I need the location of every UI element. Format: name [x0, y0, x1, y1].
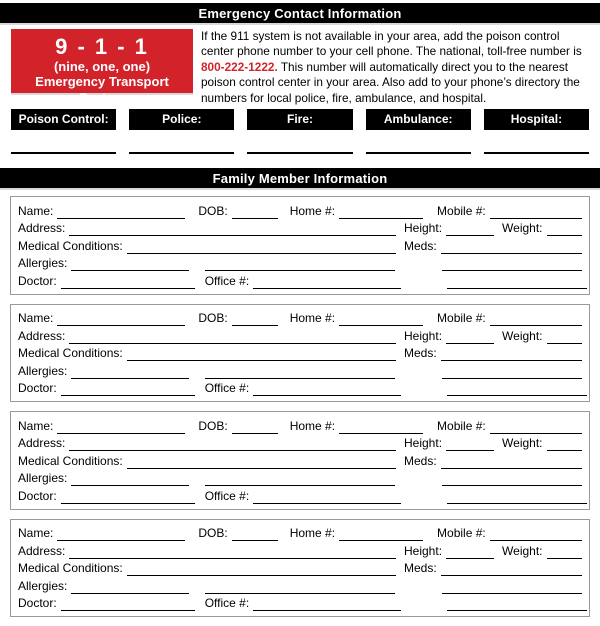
meds-continuation-zone	[409, 598, 587, 611]
mobile-phone-label: Mobile #:	[437, 418, 486, 433]
medical-conditions-fill-line	[127, 241, 396, 254]
home-phone-label: Home #:	[289, 311, 336, 326]
home-phone-fill-line	[339, 206, 423, 219]
office-phone-fill-line	[253, 598, 401, 611]
height-weight-zone	[404, 329, 582, 344]
mobile-phone-label: Mobile #:	[437, 311, 486, 326]
name-label: Name:	[18, 311, 54, 326]
meds-continuation-zone	[409, 276, 587, 289]
meds-continuation-zone	[409, 383, 587, 396]
meds-continuation-fill-line	[442, 366, 582, 379]
member-row-name	[18, 416, 582, 434]
mobile-phone-label: Mobile #:	[437, 526, 486, 541]
poison-control-phone-number: 800-222-1222.	[201, 59, 278, 74]
family-member-header: Family Member Information	[0, 168, 600, 190]
home-phone-label: Home #:	[289, 418, 336, 433]
member-row-medical	[18, 344, 582, 362]
weight-label: Weight:	[502, 543, 543, 558]
contact-label-poison-control: Poison Control:	[11, 109, 116, 130]
mobile-phone-fill-line	[490, 528, 582, 541]
height-weight-zone	[404, 544, 582, 559]
name-label: Name:	[18, 418, 54, 433]
allergies-extra-fill-line	[205, 366, 395, 379]
meds-label: Meds:	[404, 238, 437, 253]
home-phone-label: Home #:	[289, 526, 336, 541]
family-member-card	[10, 196, 590, 295]
family-member-card	[10, 304, 590, 403]
emergency-info-section	[11, 29, 589, 106]
height-fill-line	[446, 331, 494, 344]
meds-continuation-fill-line	[442, 581, 582, 594]
meds-label: Meds:	[404, 346, 437, 361]
medical-conditions-label: Medical Conditions:	[18, 561, 123, 576]
member-row-allergies	[18, 576, 582, 594]
member-row-name	[18, 201, 582, 219]
contact-label-hospital: Hospital:	[484, 109, 589, 130]
dob-label: DOB:	[198, 203, 228, 218]
weight-fill-line	[547, 438, 583, 451]
emergency-number: 9 - 1 - 1	[55, 34, 149, 59]
doctor-label: Doctor:	[18, 381, 57, 396]
height-fill-line	[446, 223, 494, 236]
office-phone-label: Office #:	[204, 273, 250, 288]
instructions-text-after: This number will automatically direct you to the nearest poison control center in your area. Also add to your phone’s directory the numbers for local police, fire, ambulance, and hospital.	[201, 59, 580, 105]
contact-col-fire	[247, 109, 352, 154]
meds-continuation-zone	[404, 366, 582, 379]
member-row-medical	[18, 451, 582, 469]
allergies-fill-line	[71, 473, 189, 486]
doctor-fill-line	[61, 276, 195, 289]
member-row-doctor	[18, 271, 582, 289]
medical-conditions-label: Medical Conditions:	[18, 453, 123, 468]
name-label: Name:	[18, 526, 54, 541]
weight-fill-line	[547, 223, 583, 236]
meds-continuation-zone	[404, 473, 582, 486]
meds-continuation-fill-line	[442, 473, 582, 486]
office-phone-fill-line	[253, 276, 401, 289]
home-phone-fill-line	[339, 421, 423, 434]
member-row-medical	[18, 559, 582, 577]
height-label: Height:	[404, 328, 443, 343]
poison-control-instructions	[201, 29, 589, 106]
office-phone-fill-line	[253, 491, 401, 504]
local-contacts-row	[11, 109, 589, 154]
contact-fill-line-police	[129, 152, 234, 154]
member-row-address	[18, 326, 582, 344]
name-fill-line	[57, 421, 185, 434]
meds-label: Meds:	[404, 561, 437, 576]
family-member-card	[10, 411, 590, 510]
address-fill-line	[69, 331, 396, 344]
contact-col-hospital	[484, 109, 589, 154]
height-weight-zone	[404, 436, 582, 451]
meds-zone	[404, 346, 582, 361]
height-label: Height:	[404, 543, 443, 558]
meds-continuation-zone	[404, 258, 582, 271]
name-label: Name:	[18, 203, 54, 218]
member-row-doctor	[18, 379, 582, 397]
weight-fill-line	[547, 546, 583, 559]
member-row-name	[18, 309, 582, 327]
office-phone-label: Office #:	[204, 488, 250, 503]
meds-fill-line	[441, 348, 582, 361]
address-label: Address:	[18, 436, 66, 451]
address-label: Address:	[18, 543, 66, 558]
allergies-extra-fill-line	[205, 258, 395, 271]
instructions-text-before: If the 911 system is not available in your area, add the poison control center phone number to your cell phone. The national, toll-free number is	[201, 29, 582, 59]
dob-label: DOB:	[198, 418, 228, 433]
meds-continuation-fill-line-2	[447, 491, 587, 504]
doctor-fill-line	[61, 383, 195, 396]
mobile-phone-fill-line	[490, 421, 582, 434]
emergency-contact-header: Emergency Contact Information	[0, 3, 600, 25]
allergies-label: Allergies:	[18, 578, 68, 593]
meds-continuation-zone	[404, 581, 582, 594]
doctor-label: Doctor:	[18, 596, 57, 611]
height-fill-line	[446, 546, 494, 559]
meds-continuation-fill-line	[442, 258, 582, 271]
office-phone-label: Office #:	[204, 596, 250, 611]
height-weight-zone	[404, 221, 582, 236]
name-fill-line	[57, 206, 185, 219]
dob-fill-line	[232, 313, 278, 326]
office-phone-fill-line	[253, 383, 401, 396]
contact-col-police	[129, 109, 234, 154]
dob-fill-line	[232, 528, 278, 541]
doctor-fill-line	[61, 598, 195, 611]
dob-label: DOB:	[198, 526, 228, 541]
address-label: Address:	[18, 221, 66, 236]
home-phone-fill-line	[339, 528, 423, 541]
allergies-extra-fill-line	[205, 473, 395, 486]
contact-fill-line-ambulance	[366, 152, 471, 154]
member-row-address	[18, 434, 582, 452]
medical-conditions-fill-line	[127, 456, 396, 469]
weight-fill-line	[547, 331, 583, 344]
meds-continuation-zone	[409, 491, 587, 504]
weight-label: Weight:	[502, 436, 543, 451]
meds-continuation-fill-line-2	[447, 276, 587, 289]
contact-fill-line-hospital	[484, 152, 589, 154]
meds-continuation-fill-line-2	[447, 598, 587, 611]
family-member-card	[10, 519, 590, 618]
member-row-doctor	[18, 486, 582, 504]
doctor-label: Doctor:	[18, 273, 57, 288]
dob-fill-line	[232, 206, 278, 219]
weight-label: Weight:	[502, 221, 543, 236]
height-fill-line	[446, 438, 494, 451]
meds-fill-line	[441, 563, 582, 576]
contact-label-fire: Fire:	[247, 109, 352, 130]
member-row-medical	[18, 236, 582, 254]
medical-conditions-label: Medical Conditions:	[18, 238, 123, 253]
meds-zone	[404, 239, 582, 254]
dob-label: DOB:	[198, 311, 228, 326]
member-row-address	[18, 541, 582, 559]
address-fill-line	[69, 546, 396, 559]
contact-label-police: Police:	[129, 109, 234, 130]
medical-conditions-fill-line	[127, 563, 396, 576]
name-fill-line	[57, 313, 185, 326]
medical-conditions-fill-line	[127, 348, 396, 361]
member-row-allergies	[18, 254, 582, 272]
mobile-phone-fill-line	[490, 313, 582, 326]
meds-fill-line	[441, 456, 582, 469]
member-row-address	[18, 219, 582, 237]
doctor-label: Doctor:	[18, 488, 57, 503]
address-label: Address:	[18, 328, 66, 343]
member-row-allergies	[18, 469, 582, 487]
address-fill-line	[69, 223, 396, 236]
home-phone-fill-line	[339, 313, 423, 326]
emergency-system-label: Emergency Transport System	[35, 74, 169, 105]
height-label: Height:	[404, 436, 443, 451]
contact-fill-line-poison-control	[11, 152, 116, 154]
home-phone-label: Home #:	[289, 203, 336, 218]
meds-fill-line	[441, 241, 582, 254]
height-label: Height:	[404, 221, 443, 236]
allergies-fill-line	[71, 258, 189, 271]
address-fill-line	[69, 438, 396, 451]
emergency-number-words: (nine, one, one)	[53, 59, 151, 74]
allergies-fill-line	[71, 581, 189, 594]
contact-col-ambulance	[366, 109, 471, 154]
meds-label: Meds:	[404, 453, 437, 468]
mobile-phone-label: Mobile #:	[437, 203, 486, 218]
allergies-label: Allergies:	[18, 363, 68, 378]
office-phone-label: Office #:	[204, 381, 250, 396]
medical-conditions-label: Medical Conditions:	[18, 346, 123, 361]
family-member-list	[10, 196, 590, 617]
member-row-doctor	[18, 594, 582, 612]
member-row-allergies	[18, 361, 582, 379]
contact-col-poison-control	[11, 109, 116, 154]
contact-label-ambulance: Ambulance:	[366, 109, 471, 130]
dob-fill-line	[232, 421, 278, 434]
allergies-label: Allergies:	[18, 471, 68, 486]
allergies-extra-fill-line	[205, 581, 395, 594]
allergies-label: Allergies:	[18, 256, 68, 271]
meds-continuation-fill-line-2	[447, 383, 587, 396]
meds-zone	[404, 454, 582, 469]
doctor-fill-line	[61, 491, 195, 504]
emergency-911-box	[11, 29, 193, 105]
member-row-name	[18, 524, 582, 542]
contact-fill-line-fire	[247, 152, 352, 154]
allergies-fill-line	[71, 366, 189, 379]
meds-zone	[404, 561, 582, 576]
name-fill-line	[57, 528, 185, 541]
weight-label: Weight:	[502, 328, 543, 343]
mobile-phone-fill-line	[490, 206, 582, 219]
